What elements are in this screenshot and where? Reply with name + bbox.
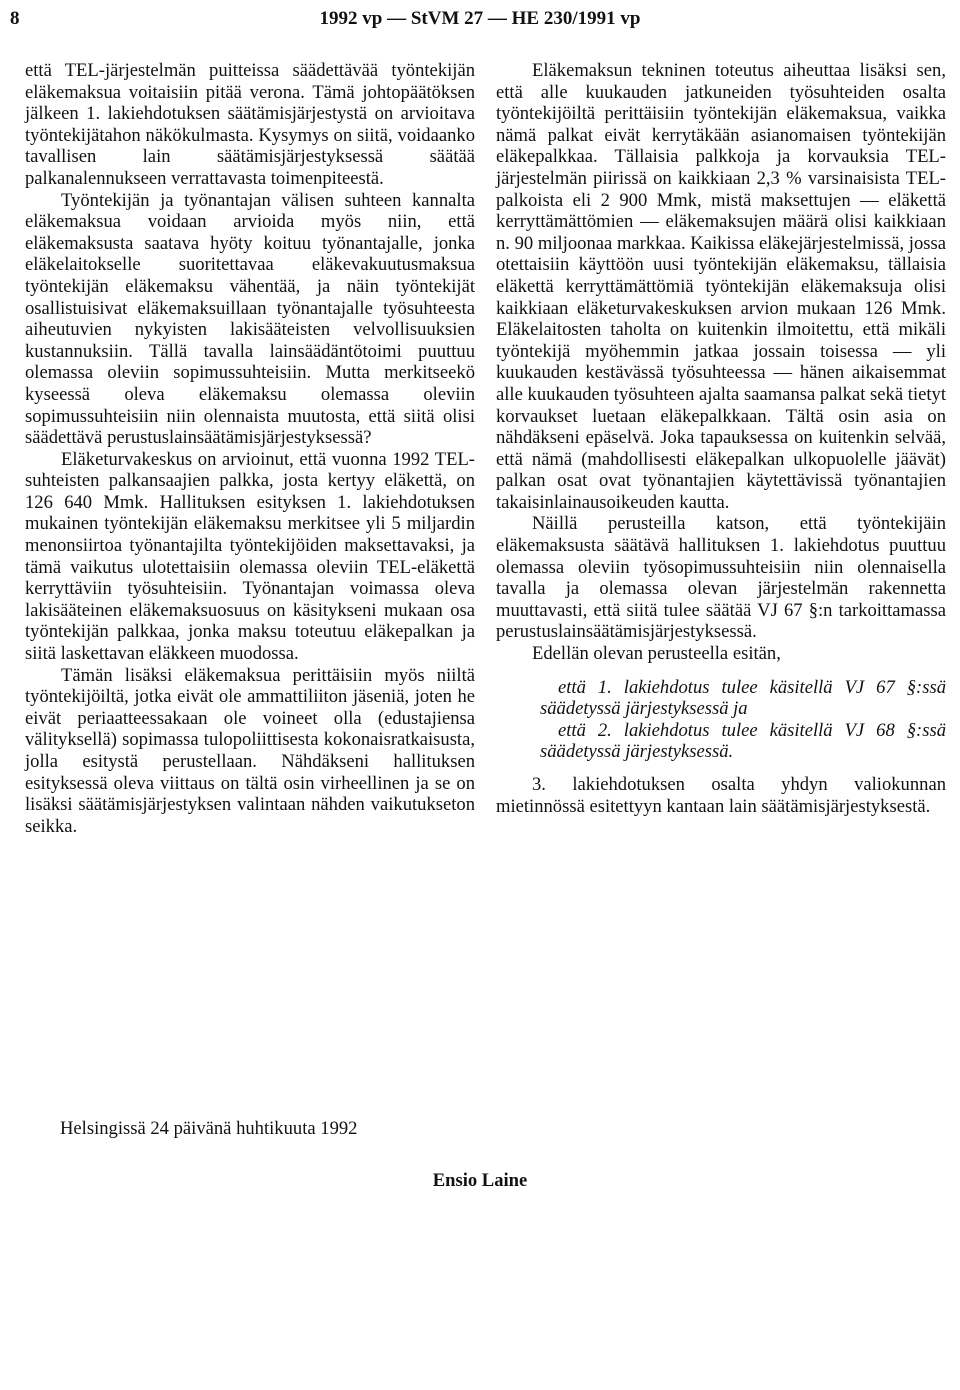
paragraph: Työntekijän ja työnantajan välisen suhteen kannalta eläkemaksua voidaan arvioida myös niin, että eläkemaksusta saatava hyöty koituu työnantajalle, jonka eläkelaitokselle suoritettavaa eläkevakuutusmaksua työntekijän eläkemaksu vähentää, ja näin työntekijät osallistuisivat eläkemaksuillaan työnantajalle työsuhteesta aiheutuvien nykyisten lakisääteisten velvollisuuksien kustannuksiin. Tällä tavalla lainsäädäntötoimi puuttuu olemassa oleviin sopimussuhteisiin. Mutta merkitseekö kyseessä oleva eläkemaksu olemassa oleviin sopimussuhteisiin niin olennaista muutosta, että siitä olisi säädettävä perustuslainsäätämisjärjestyksessä? xyxy=(25,189,475,449)
proposal-list xyxy=(496,677,946,763)
closing-paragraph: 3. lakiehdotuksen osalta yhdyn valiokunnan mietinnössä esitettyyn kantaan lain säätämisjärjestyksestä. xyxy=(496,774,946,817)
left-column xyxy=(25,60,475,837)
paragraph: Eläkemaksun tekninen toteutus aiheuttaa lisäksi sen, että alle kuukauden jatkuneiden työsuhteiden osalta työntekijöiltä perittäisiin työntekijän eläkemaksua, vaikka nämä palkat eivät kerrytäkään asianomaisen työntekijän eläkepalkkaa. Tällaisia palkkoja ja korvauksia TEL-järjestelmän piirissä on kaikkiaan 2,3 % varsinaisista TEL-palkoista eli 2 900 Mmk, mistä maksettujen — eläkettä kerryttämättömien — eläkemaksujen määrä olisi kaikkiaan n. 90 miljoonaa markkaa. Kaikissa eläkejärjestelmissä, jossa otettaisiin käyttöön uusi työntekijän eläkemaksu, tällaisia eläkettä kerryttämättömiä työntekijän eläkemaksuja olisi kaikkiaan eläketurvakeskuksen arvion mukaan 126 Mmk. Eläkelaitosten taholta on kuitenkin ilmoitettu, että mikäli työntekijä myöhemmin jatkaa jossain toisessa — yli kuukauden kestävässä työsuhteessa — hänen aikaisemmat alle kuukauden työsuhteen ajalta saamansa palkat sekä tietyt korvaukset luetaan eläkepalkkaan. Tältä osin asia on nähdäkseni epäselvä. Joka tapauksessa on kuitenkin selvää, että nämä (mahdollisesti eläkepalkan ulkopuolelle jäävät) palkan osat ovat työnantajien käytettävissä työnantajien takaisinlainausoikeuden kautta. xyxy=(496,60,946,513)
paragraph: Tämän lisäksi eläkemaksua perittäisiin myös niiltä työntekijöiltä, jotka eivät ole ammattiliiton jäseniä, joten he eivät periaatteessakaan ole voineet olla (edustajiensa välityksellä) sopimassa tulopoliittisesta kokonaisratkaisusta, jolla esitystä perustellaan. Nähdäkseni hallituksen esityksessä oleva viittaus on tältä osin virheellinen ja se on lisäksi säätämisjärjestyksen valintaan nähden vaikutukseton seikka. xyxy=(25,664,475,837)
proposal-item: että 1. lakiehdotus tulee käsitellä VJ 67 §:ssä säädetyssä järjestyksessä ja xyxy=(540,676,946,720)
paragraph: Eläketurvakeskus on arvioinut, että vuonna 1992 TEL-suhteisten palkansaajien palkka, josta kertyy eläkettä, on 126 640 Mmk. Hallituksen esityksen 1. lakiehdotuksen mukainen työntekijän eläkemaksu merkitsee yli 5 miljardin menonsiirtoa työnantajilta työntekijöiden maksettavaksi, ja tämä vaikutus ulotettaisiin olemassa oleviin TEL-eläkettä kerryttäviin työsuhteisiin. Työnantajan voimassa oleva lakisääteinen eläkemaksuosuus on käsitykseni mukaan osa työntekijän palkkaa, jonka maksu toteutuu eläkepalkan ja siitä laskettavan eläkkeen muodossa. xyxy=(25,448,475,665)
signature-name: Ensio Laine xyxy=(432,1170,528,1191)
paragraph: että TEL-järjestelmän puitteissa säädettävää työntekijän eläkemaksua voitaisiin pitää verona. Tämä johtopäätöksen jälkeen 1. lakiehdotuksen säätämisjärjestystä on arvioitava työntekijätahon näkökulmasta. Kysymys on siitä, voidaanko tavallisen lain säätämisjärjestyksessä säätää palkanalennukseen verrattavasta toimenpiteestä. xyxy=(25,60,475,189)
signature-place-date: Helsingissä 24 päivänä huhtikuuta 1992 xyxy=(60,1118,358,1139)
paragraph: Näillä perusteilla katson, että työntekijäin eläkemaksusta säätävä hallituksen 1. lakiehdotus puuttuu olemassa oleviin työsopimussuhteisiin niin olennaisella tavalla ja olemassa olevan järjestelmän rakennetta muuttavasti, että siitä tulee säätää VJ 67 §:n tarkoittamassa perustuslainsäätämisjärjestyksessä. xyxy=(496,513,946,643)
proposal-item: että 2. lakiehdotus tulee käsitellä VJ 68 §:ssä säädetyssä järjestyksessä. xyxy=(540,719,946,763)
running-title: 1992 vp — StVM 27 — HE 230/1991 vp xyxy=(319,8,641,29)
paragraph: Edellän olevan perusteella esitän, xyxy=(532,643,781,665)
page-number: 8 xyxy=(10,8,20,29)
page-header xyxy=(10,2,950,38)
right-column xyxy=(496,60,946,817)
